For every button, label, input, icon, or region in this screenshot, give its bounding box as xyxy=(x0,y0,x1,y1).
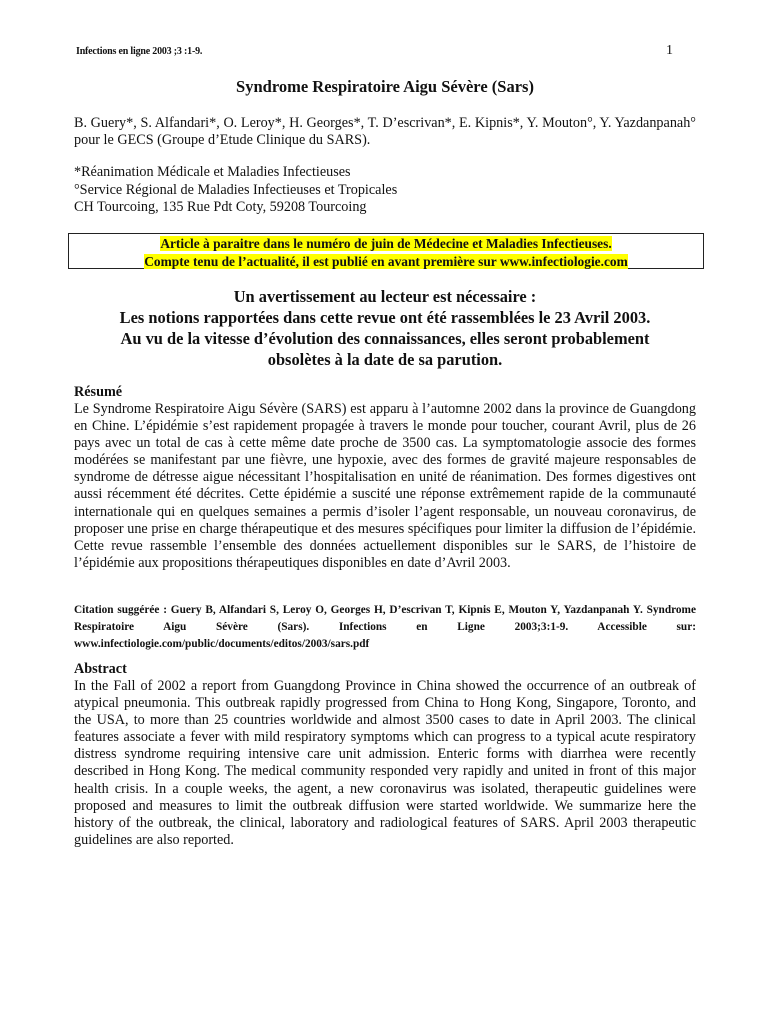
publication-notice-box xyxy=(68,233,704,269)
affiliation-line: CH Tourcoing, 135 Rue Pdt Coty, 59208 Tourcoing xyxy=(74,199,367,215)
resume-text: Le Syndrome Respiratoire Aigu Sévère (SARS) est apparu à l’automne 2002 dans la province de Guangdong en Chine. L’épidémie s’est rapidement propagée à travers le monde pour toucher, courant Avril, plus de 26 pays avec un total de cas à cette même date proche de 3500 cas. La symptomatologie associe des formes modérées se manifestant par une fièvre, une hypoxie, avec des formes de gravité majeure responsables de syndrome de détresse aigue nécessitant l’hospitalisation en unité de réanimation. Des formes digestives ont aussi récemment été décrites. Cette épidémie a suscité une réponse extrêmement rapide de la communauté internationale qui en quelques semaines a permis d’isoler l’agent responsable, un nouveau coronavirus, de proposer une prise en charge thérapeutique et des mesures spécifiques pour limiter la diffusion de l’épidémie. Cette revue rassemble l’ensemble des données actuellement disponibles sur le SARS, de l’histoire de l’épidémie aux propositions thérapeutiques disponibles en date d’Avril 2003. xyxy=(74,401,696,571)
affiliation-line: *Réanimation Médicale et Maladies Infectieuses xyxy=(74,164,351,180)
suggested-citation: Citation suggérée : Guery B, Alfandari S, Leroy O, Georges H, D’escrivan T, Kipnis E, Mouton Y, Yazdanpanah Y. Syndrome Respiratoire Aigu Sévère (Sars). Infections en Ligne 2003;3:1-9. Accessible sur: www.infectiologie.com/public/documents/editos/2003/sars.pdf xyxy=(74,604,696,650)
notice-line: Compte tenu de l’actualité, il est publié en avant première sur www.infectiologie.com xyxy=(144,253,628,269)
warning-line: Les notions rapportées dans cette revue ont été rassemblées le 23 Avril 2003. xyxy=(119,308,651,327)
warning-line: Au vu de la vitesse d’évolution des connaissances, elles seront probablement xyxy=(120,329,650,348)
journal-reference: Infections en ligne 2003 ;3 :1-9. xyxy=(76,46,203,57)
warning-line: obsolètes à la date de sa parution. xyxy=(267,350,503,369)
abstract-text: In the Fall of 2002 a report from Guangdong Province in China showed the occurrence of an outbreak of atypical pneumonia. This outbreak rapidly progressed from China to Hong Kong, Singapore, Toronto, and the USA, to more than 25 countries worldwide and almost 3500 cases to date in April 2003. The clinical features associate a fever with mild respiratory symptoms which can progress to a typical acute respiratory distress syndrome requiring intensive care unit admission. Enteric forms with diarrhea were recently described in Hong Kong. The medical community responded very rapidly and united in front of this major health crisis. In a couple weeks, the agent, a new coronavirus was isolated, therapeutic guidelines were proposed and measures to limit the outbreak diffusion were started worldwide. We summarize here the history of the outbreak, the clinical, laboratory and radiological features of SARS. April 2003 therapeutic guidelines are also reported. xyxy=(74,678,696,848)
reader-warning xyxy=(74,286,696,370)
abstract-heading: Abstract xyxy=(74,661,127,677)
warning-line: Un avertissement au lecteur est nécessaire : xyxy=(233,287,537,306)
author-list: B. Guery*, S. Alfandari*, O. Leroy*, H. Georges*, T. D’escrivan*, E. Kipnis*, Y. Mouton°, Y. Yazdanpanah° pour le GECS (Groupe d’Etude Clinique du SARS). xyxy=(74,115,696,148)
notice-line: Article à paraitre dans le numéro de juin de Médecine et Maladies Infectieuses. xyxy=(160,236,612,251)
article-title: Syndrome Respiratoire Aigu Sévère (Sars) xyxy=(236,77,534,96)
affiliation-line: °Service Régional de Maladies Infectieuses et Tropicales xyxy=(74,181,398,198)
affiliations xyxy=(74,164,696,217)
page-number: 1 xyxy=(666,43,673,58)
resume-heading: Résumé xyxy=(74,384,123,400)
